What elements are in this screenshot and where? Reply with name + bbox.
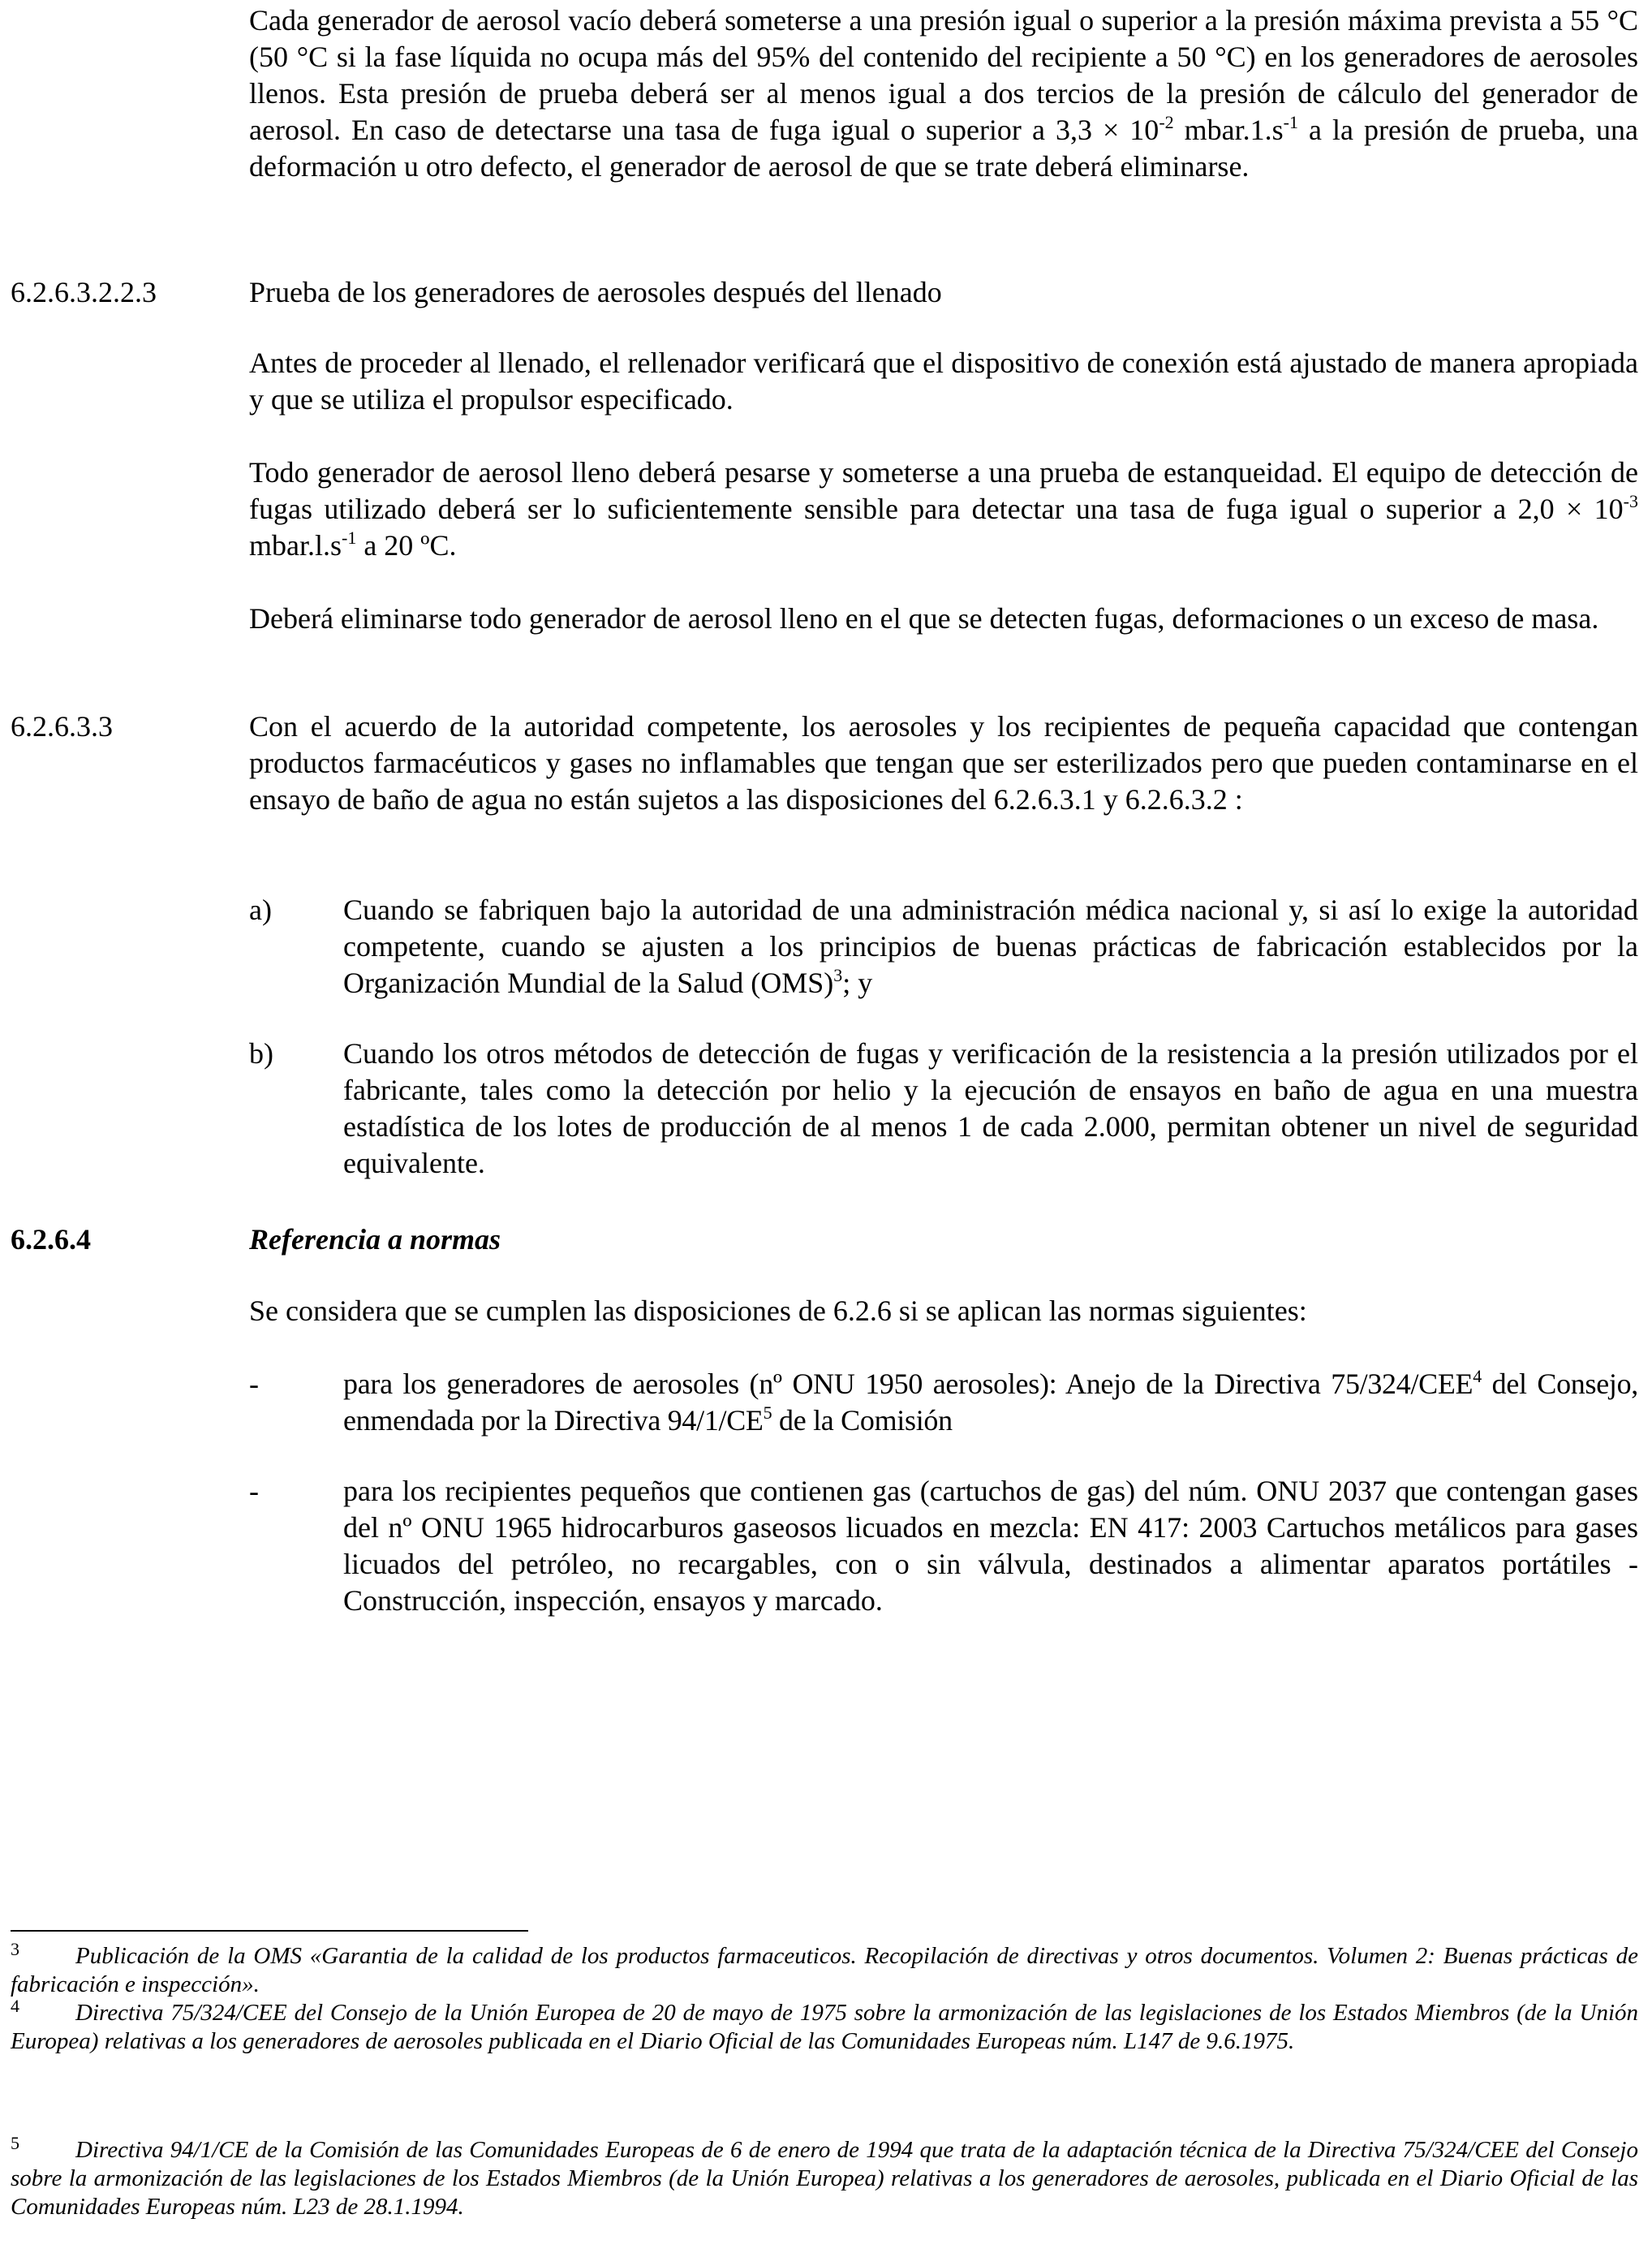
list-item-text: de la Comisión bbox=[772, 1404, 953, 1437]
superscript: -1 bbox=[1283, 112, 1298, 132]
list-item-gas-cartridges: para los recipientes pequeños que contienen gas (cartuchos de gas) del núm. ONU 2037 que contengan gases del nº ONU 1965 hidrocarburos gaseosos licuados en mezcla: EN 417: 2003 Cartuchos metálicos para gases licuados del petróleo, no recargables, con o sin válvula, destinados a alimentar aparatos portátiles - Construcción, inspección, ensayos y marcado. bbox=[343, 1475, 1638, 1617]
footnote-text: Directiva 75/324/CEE del Consejo de la Unión Europea de 20 de mayo de 1975 sobre la armonización de las legislaciones de los Estados Miembros (de la Unión Europea) relativas a los generadores de aerosoles publicada en el Diario Oficial de las Comunidades Europeas núm. L147 de 9.6.1975. bbox=[11, 2000, 1638, 2054]
paragraph-text: mbar.1.s bbox=[1173, 114, 1284, 146]
footnote-ref: 4 bbox=[1473, 1366, 1482, 1386]
paragraph-eliminate: Deberá eliminarse todo generador de aerosol lleno en el que se detecten fugas, deformaciones o un exceso de masa. bbox=[249, 602, 1599, 635]
section-number: 6.2.6.3.2.2.3 bbox=[11, 276, 157, 308]
footnote-4: 4 Directiva 75/324/CEE del Consejo de la Unión Europea de 20 de mayo de 1975 sobre la armonización de las legislaciones de los Estados Miembros (de la Unión Europea) relativas a los generadores de aerosoles publicada en el Diario Oficial de las Comunidades Europeas núm. L147 de 9.6.1975. bbox=[11, 1996, 1638, 2054]
footnote-separator bbox=[11, 1930, 528, 1932]
superscript: -1 bbox=[342, 528, 357, 548]
superscript: -3 bbox=[1623, 491, 1638, 511]
list-item-a bbox=[343, 892, 1638, 1002]
paragraph-leak-test bbox=[249, 454, 1638, 564]
footnote-text: Publicación de la OMS «Garantia de la calidad de los productos farmaceuticos. Recopilación de directivas y otros documentos. Volumen 2: Buenas prácticas de fabricación e inspección». bbox=[11, 1943, 1638, 1997]
paragraph-filling-check: Antes de proceder al llenado, el rellenador verificará que el dispositivo de conexión está ajustado de manera apropiada y que se utiliza el propulsor especificado. bbox=[249, 347, 1638, 416]
list-marker-b: b) bbox=[249, 1037, 273, 1070]
paragraph-text: Cada generador de aerosol vacío deberá someterse a una presión igual o superior a la presión máxima prevista a 55 °C (50 °C si la fase líquida no ocupa más del 95% del contenido del recipiente a 50 °C) en los generadores de aerosoles llenos. Esta presión de prueba deberá ser al menos igual a dos tercios de la presión de cálculo del generador de aerosol. En caso de detectarse una tasa de fuga igual o superior a 3,3 × 10 bbox=[249, 4, 1638, 146]
paragraph-text: Todo generador de aerosol lleno deberá pesarse y someterse a una prueba de estanqueidad. El equipo de detección de fugas utilizado deberá ser lo suficientemente sensible para detectar una tasa de fuga igual o superior a 2,0 × 10 bbox=[249, 456, 1638, 525]
paragraph-text: mbar.l.s bbox=[249, 529, 342, 562]
footnote-ref: 5 bbox=[763, 1402, 772, 1423]
section-number: 6.2.6.3.3 bbox=[11, 710, 113, 743]
paragraph-text: a 20 ºC. bbox=[356, 529, 457, 562]
list-item-text: del Consejo, enmendada por la Directiva 94/1/CE bbox=[343, 1368, 1638, 1437]
footnote-ref: 3 bbox=[833, 965, 843, 985]
paragraph-empty-generator-test bbox=[249, 2, 1638, 185]
list-dash: - bbox=[249, 1368, 259, 1400]
list-item-text: Cuando se fabriquen bajo la autoridad de una administración médica nacional y, si así lo exige la autoridad competente, cuando se ajusten a los principios de buenas prácticas de fabricación establecidos por la Organización Mundial de la Salud (OMS) bbox=[343, 894, 1638, 999]
footnote-text: Directiva 94/1/CE de la Comisión de las Comunidades Europeas de 6 de enero de 1994 que trata de la adaptación técnica de la Directiva 75/324/CEE del Consejo sobre la armonización de las legislaciones de los Estados Miembros (de la Unión Europea) relativas a los generadores de aerosoles, publicada en el Diario Oficial de las Comunidades Europeas núm. L23 de 28.1.1994. bbox=[11, 2137, 1638, 2220]
section-title: Referencia a normas bbox=[249, 1223, 501, 1256]
list-item-text: ; y bbox=[842, 967, 873, 999]
paragraph-standards-intro: Se considera que se cumplen las disposiciones de 6.2.6 si se aplican las normas siguientes: bbox=[249, 1295, 1307, 1327]
footnote-5: 5 Directiva 94/1/CE de la Comisión de las Comunidades Europeas de 6 de enero de 1994 que trata de la adaptación técnica de la Directiva 75/324/CEE del Consejo sobre la armonización de las legislaciones de los Estados Miembros (de la Unión Europea) relativas a los generadores de aerosoles, publicada en el Diario Oficial de las Comunidades Europeas núm. L23 de 28.1.1994. bbox=[11, 2133, 1638, 2220]
paragraph-exemptions: Con el acuerdo de la autoridad competente, los aerosoles y los recipientes de pequeña capacidad que contengan productos farmacéuticos y gases no inflamables que tengan que ser esterilizados pero que pueden contaminarse en el ensayo de baño de agua no están sujetos a las disposiciones del 6.2.6.3.1 y 6.2.6.3.2 : bbox=[249, 710, 1638, 816]
list-item-aerosols bbox=[343, 1366, 1638, 1439]
section-number: 6.2.6.4 bbox=[11, 1223, 91, 1256]
list-marker-a: a) bbox=[249, 894, 272, 926]
footnote-3: 3 Publicación de la OMS «Garantia de la calidad de los productos farmaceuticos. Recopilación de directivas y otros documentos. Volumen 2: Buenas prácticas de fabricación e inspección». bbox=[11, 1939, 1638, 1997]
superscript: -2 bbox=[1159, 112, 1174, 132]
list-item-text: para los generadores de aerosoles (nº ONU 1950 aerosoles): Anejo de la Directiva 75/324/CEE bbox=[343, 1368, 1473, 1400]
paragraph-text: a la presión de prueba, una deformación u otro defecto, el generador de aerosol de que se trate deberá eliminarse. bbox=[249, 114, 1638, 183]
list-item-b: Cuando los otros métodos de detección de fugas y verificación de la resistencia a la presión utilizados por el fabricante, tales como la detección por helio y la ejecución de ensayos en baño de agua en una muestra estadística de los lotes de producción de al menos 1 de cada 2.000, permitan obtener un nivel de seguridad equivalente. bbox=[343, 1037, 1638, 1179]
list-dash: - bbox=[249, 1475, 259, 1507]
section-title: Prueba de los generadores de aerosoles después del llenado bbox=[249, 276, 942, 308]
